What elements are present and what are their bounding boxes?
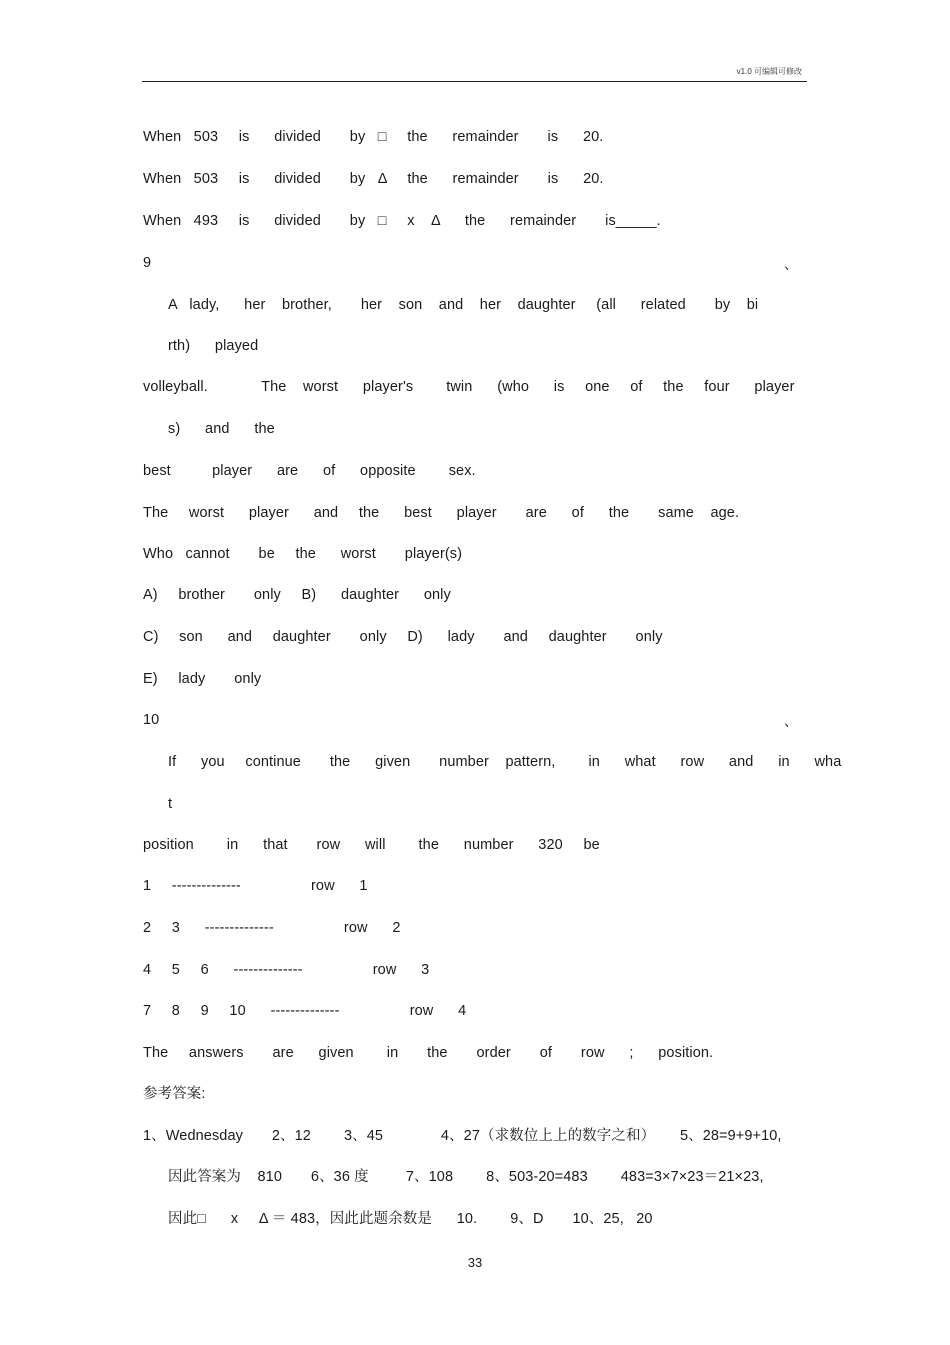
problem10-line: t: [168, 796, 173, 812]
problem9-option-line: C) son and daughter only D) lady and daughter only: [143, 629, 663, 645]
problem9-line: best player are of opposite sex.: [143, 463, 476, 479]
problem10-line: If you continue the given number pattern, in what row and in wha: [168, 754, 842, 770]
header-rule: [142, 81, 807, 82]
problem9-line: rth) played: [168, 338, 259, 354]
page-number: 33: [467, 1255, 483, 1270]
answers-heading: 参考答案:: [143, 1086, 206, 1102]
problem9-line: Who cannot be the worst player(s): [143, 546, 463, 562]
problem10-line: The answers are given in the order of row ; position.: [143, 1045, 714, 1061]
pattern-row: 2 3 -------------- row 2: [143, 920, 401, 936]
answers-line-1: 1、Wednesday 2、12 3、45 4、27（求数位上上的数字之和） 5、28=9+9+10,: [143, 1128, 782, 1144]
problem9-line: volleyball. The worst player's twin (who is one of the four player: [143, 379, 795, 395]
problem8-line-3: When 493 is divided by □ x Δ the remainder is_____.: [143, 213, 661, 229]
problem8-line-1: When 503 is divided by □ the remainder is 20.: [143, 129, 604, 145]
problem10-number: 10: [143, 712, 160, 728]
problem9-option-line: E) lady only: [143, 671, 262, 687]
problem9-number: 9: [143, 255, 152, 271]
problem10-line: position in that row will the number 320 be: [143, 837, 600, 853]
pattern-row: 4 5 6 -------------- row 3: [143, 962, 430, 978]
pattern-row: 1 -------------- row 1: [143, 878, 368, 894]
header-version-note: v1.0 可编辑可修改: [736, 67, 802, 76]
answers-line-3: 因此□ x Δ ＝ 483，因此此题余数是 10. 9、D 10、25, 20: [168, 1211, 653, 1227]
answers-line-2: 因此答案为 810 6、36 度 7、108 8、503-20=483 483=3×7×23＝21×23,: [168, 1169, 764, 1185]
pattern-row: 7 8 9 10 -------------- row 4: [143, 1003, 467, 1019]
problem9-option-line: A) brother only B) daughter only: [143, 587, 451, 603]
problem10-mark: 、: [784, 713, 798, 729]
problem9-line: The worst player and the best player are of the same age.: [143, 505, 740, 521]
problem8-line-2: When 503 is divided by Δ the remainder is 20.: [143, 171, 604, 187]
problem9-line: s) and the: [168, 421, 275, 437]
problem9-mark: 、: [784, 256, 798, 272]
problem9-line: A lady, her brother, her son and her daughter (all related by bi: [168, 297, 759, 313]
